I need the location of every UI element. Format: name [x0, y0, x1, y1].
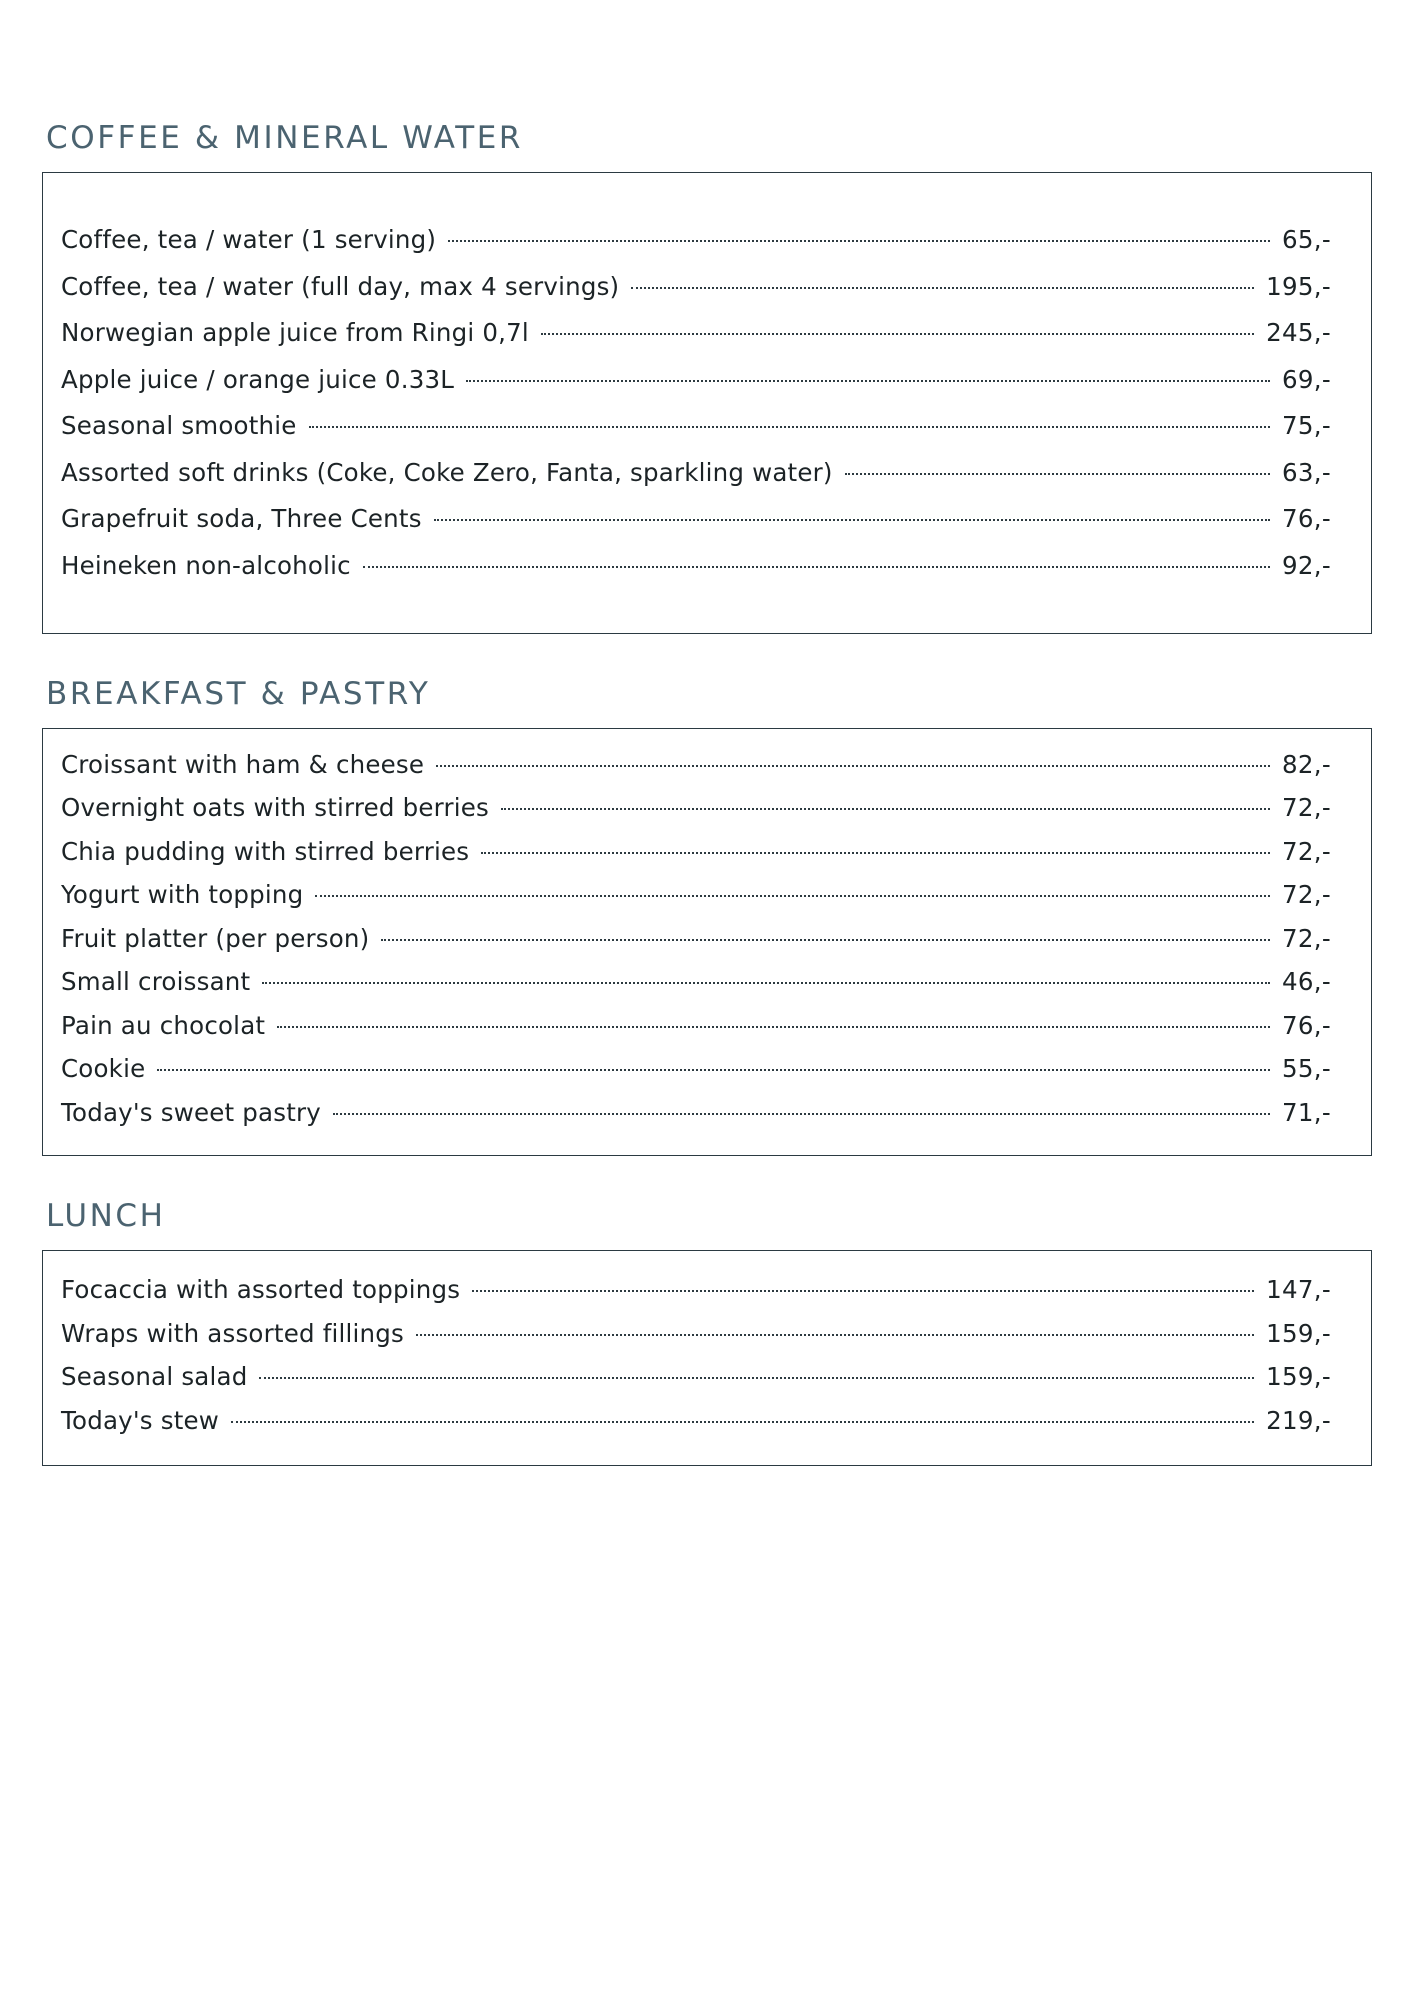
menu-list-lunch — [42, 1250, 1372, 1466]
menu-item-name: Seasonal smoothie — [61, 411, 297, 440]
menu-item-price: 69,- — [1281, 364, 1331, 394]
menu-list-breakfast-pastry — [42, 728, 1372, 1156]
menu-item-price: 76,- — [1281, 504, 1331, 533]
section-breakfast-pastry — [42, 676, 1372, 1156]
menu-item — [61, 403, 1331, 450]
leader-dots — [309, 426, 1270, 428]
menu-item-name: Coffee, tea / water (full day, max 4 servings) — [61, 271, 620, 301]
menu-item — [61, 1312, 1331, 1356]
menu-item-price: 159,- — [1266, 1318, 1331, 1348]
menu-item-price: 46,- — [1281, 967, 1331, 996]
menu-item — [61, 1091, 1331, 1135]
menu-item — [61, 1399, 1331, 1443]
leader-dots — [466, 380, 1270, 382]
leader-dots — [262, 982, 1270, 984]
menu-item — [61, 264, 1331, 311]
menu-item-price: 76,- — [1281, 1010, 1331, 1040]
menu-item — [61, 917, 1331, 961]
menu-item-price: 147,- — [1266, 1275, 1331, 1304]
leader-dots — [277, 1026, 1270, 1028]
leader-dots — [381, 939, 1270, 941]
menu-item — [61, 1356, 1331, 1400]
leader-dots — [363, 566, 1270, 568]
menu-item-price: 75,- — [1281, 411, 1331, 440]
menu-item-price: 219,- — [1266, 1405, 1331, 1435]
menu-item-name: Croissant with ham & cheese — [61, 749, 425, 779]
menu-item-name: Assorted soft drinks (Coke, Coke Zero, Fanta, sparkling water) — [61, 457, 833, 487]
leader-dots — [157, 1069, 1270, 1071]
menu-item — [61, 450, 1331, 497]
menu-item-name: Overnight oats with stirred berries — [61, 793, 489, 822]
leader-dots — [231, 1421, 1254, 1423]
leader-dots — [448, 240, 1270, 242]
section-title-coffee-mineral-water: COFFEE & MINERAL WATER — [46, 120, 524, 156]
menu-item-price: 63,- — [1281, 457, 1331, 487]
leader-dots — [436, 765, 1270, 767]
menu-item-name: Chia pudding with stirred berries — [61, 836, 470, 866]
menu-item-name: Grapefruit soda, Three Cents — [61, 504, 422, 533]
menu-item — [61, 961, 1331, 1005]
section-title-breakfast-pastry: BREAKFAST & PASTRY — [46, 676, 431, 712]
menu-item — [61, 310, 1331, 357]
menu-item-price: 65,- — [1281, 225, 1331, 254]
menu-item — [61, 1048, 1331, 1092]
menu-item-name: Today's sweet pastry — [61, 1097, 321, 1127]
menu-item-name: Cookie — [61, 1054, 146, 1083]
menu-item-price: 245,- — [1266, 318, 1331, 347]
menu-item — [61, 787, 1331, 831]
section-lunch — [42, 1198, 1372, 1466]
leader-dots — [631, 287, 1254, 289]
menu-item — [61, 543, 1331, 590]
menu-item-price: 159,- — [1266, 1362, 1331, 1391]
menu-item-name: Small croissant — [61, 967, 251, 996]
menu-item — [61, 496, 1331, 543]
menu-item — [61, 217, 1331, 264]
menu-item-price: 72,- — [1281, 923, 1331, 953]
menu-item-name: Apple juice / orange juice 0.33L — [61, 364, 455, 394]
leader-dots — [481, 852, 1270, 854]
leader-dots — [541, 333, 1254, 335]
menu-item-name: Pain au chocolat — [61, 1010, 266, 1040]
menu-item-price: 72,- — [1281, 793, 1331, 822]
menu-item-name: Heineken non-alcoholic — [61, 550, 351, 580]
leader-dots — [434, 519, 1270, 521]
menu-item-price: 72,- — [1281, 880, 1331, 909]
menu-item — [61, 357, 1331, 404]
menu-item-price: 92,- — [1281, 550, 1331, 580]
menu-item-name: Yogurt with topping — [61, 880, 304, 909]
leader-dots — [501, 808, 1270, 810]
menu-item-name: Focaccia with assorted toppings — [61, 1275, 461, 1304]
menu-item-name: Today's stew — [61, 1405, 220, 1435]
leader-dots — [315, 895, 1270, 897]
leader-dots — [259, 1377, 1254, 1379]
leader-dots — [472, 1290, 1254, 1292]
menu-item — [61, 1269, 1331, 1313]
section-coffee-mineral-water — [42, 120, 1372, 634]
menu-item-name: Coffee, tea / water (1 serving) — [61, 225, 437, 254]
menu-item-price: 55,- — [1281, 1054, 1331, 1083]
leader-dots — [845, 473, 1270, 475]
menu-item — [61, 1004, 1331, 1048]
menu-item-price: 72,- — [1281, 836, 1331, 866]
menu-item-name: Fruit platter (per person) — [61, 923, 370, 953]
leader-dots — [416, 1334, 1254, 1336]
menu-list-coffee-mineral-water — [42, 172, 1372, 634]
menu-item — [61, 830, 1331, 874]
menu-item-name: Seasonal salad — [61, 1362, 248, 1391]
menu-item-price: 195,- — [1266, 271, 1331, 301]
menu-item — [61, 743, 1331, 787]
menu-item-price: 71,- — [1281, 1097, 1331, 1127]
menu-item-name: Norwegian apple juice from Ringi 0,7l — [61, 318, 529, 347]
leader-dots — [333, 1113, 1270, 1115]
menu-item — [61, 874, 1331, 918]
section-title-lunch: LUNCH — [46, 1197, 166, 1234]
menu-item-name: Wraps with assorted fillings — [61, 1318, 405, 1348]
menu-item-price: 82,- — [1281, 749, 1331, 779]
